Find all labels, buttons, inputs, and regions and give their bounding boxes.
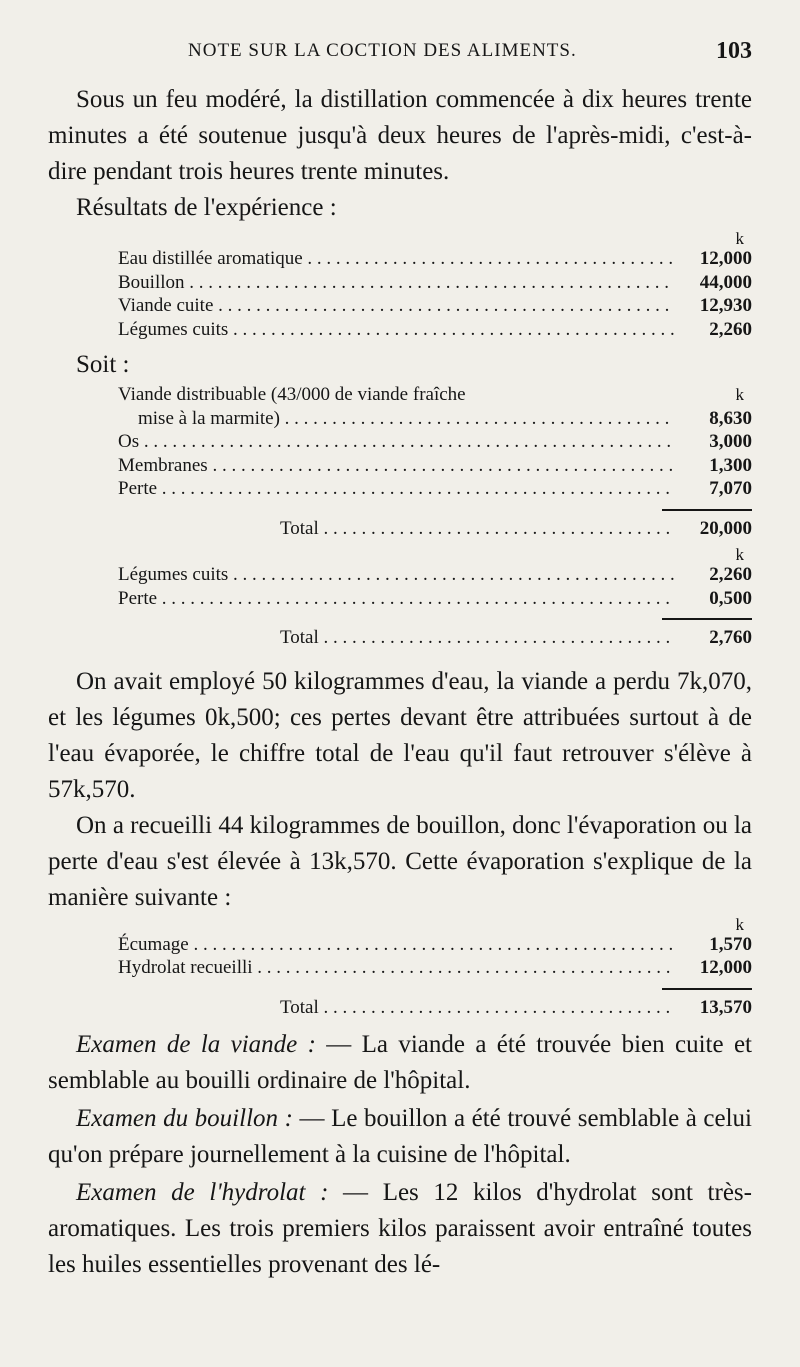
evaporation-table xyxy=(118,916,752,1020)
page-number: 103 xyxy=(716,38,752,64)
meat-exam-label: Examen de la viande : xyxy=(76,1031,316,1058)
total-row: Total . . . 2,760 xyxy=(118,626,752,650)
unit-label: k xyxy=(735,545,744,564)
meat-table xyxy=(118,383,752,540)
paragraph-water-employed: On avait employé 50 kilogrammes d'eau, la viande a perdu 7k,070, et les légumes 0k,500; ces pertes devant être attribuées surtout à de l'eau évaporée, le chiffre total de l'eau qu'il faut retrouver s'élève à 57k,570. xyxy=(48,667,752,803)
total-row: Total . . . 13,570 xyxy=(118,996,752,1020)
table-row: Viande cuite . . . 12,930 xyxy=(118,294,752,318)
paragraph-soit: Soit : xyxy=(76,351,130,378)
unit-label: k xyxy=(735,914,744,934)
table-row: Bouillon . . . 44,000 xyxy=(118,271,752,295)
table-row: Légumes cuits . . . 2,260 xyxy=(118,563,752,587)
hydrolat-exam-label: Examen de l'hydrolat : xyxy=(76,1179,329,1206)
table-row: Perte . . . 0,500 xyxy=(118,587,752,611)
paragraph-broth-exam: Examen du bouillon : — Le bouillon a été trouvé semblable à celui qu'on prépare journellement à la cuisine de l'hôpital. xyxy=(48,1105,753,1168)
paragraph-results-heading: Résultats de l'expérience : xyxy=(76,194,337,221)
page-header xyxy=(48,40,752,70)
table-row: Membranes . . . 1,300 xyxy=(118,454,752,478)
table-row: Perte . . . 7,070 xyxy=(118,477,752,501)
vegetables-table xyxy=(118,546,752,650)
total-rule xyxy=(662,988,752,990)
table-row: Hydrolat recueilli . . . 12,000 xyxy=(118,956,752,980)
unit-label: k xyxy=(735,229,744,248)
table-row: Eau distillée aromatique . . . 12,000 xyxy=(118,247,752,271)
broth-exam-label: Examen du bouillon : xyxy=(76,1105,293,1132)
running-head: NOTE SUR LA COCTION DES ALIMENTS. xyxy=(188,40,577,61)
total-rule xyxy=(662,618,752,620)
paragraph-evaporation: On a recueilli 44 kilogrammes de bouillon, donc l'évaporation ou la perte d'eau s'est élevée à 13k,570. Cette évaporation s'explique de la manière suivante : xyxy=(48,811,752,911)
paragraph-meat-exam: Examen de la viande : — La viande a été trouvée bien cuite et semblable au bouilli ordinaire de l'hôpital. xyxy=(48,1031,752,1094)
paragraph-hydrolat-exam: Examen de l'hydrolat : — Les 12 kilos d'hydrolat sont très-aromatiques. Les trois premiers kilos paraissent avoir entraîné toutes les huiles essentielles provenant des lé- xyxy=(48,1179,752,1278)
table-row: Viande distribuable (43/000 de viande fraîche k xyxy=(118,384,744,405)
results-table xyxy=(118,230,752,341)
table-row: mise à la marmite) . . . 8,630 xyxy=(118,407,752,431)
table-row: Écumage . . . 1,570 xyxy=(118,933,752,957)
page-body xyxy=(48,82,752,1283)
table-row: Os . . . 3,000 xyxy=(118,430,752,454)
table-row: Légumes cuits . . . 2,260 xyxy=(118,318,752,342)
paragraph-distillation: Sous un feu modéré, la distillation commencée à dix heures trente minutes a été soutenue jusqu'à deux heures de l'après-midi, c'est-à-dire pendant trois heures trente minutes. xyxy=(48,86,752,185)
total-row: Total . . . 20,000 xyxy=(118,517,752,541)
total-rule xyxy=(662,509,752,511)
